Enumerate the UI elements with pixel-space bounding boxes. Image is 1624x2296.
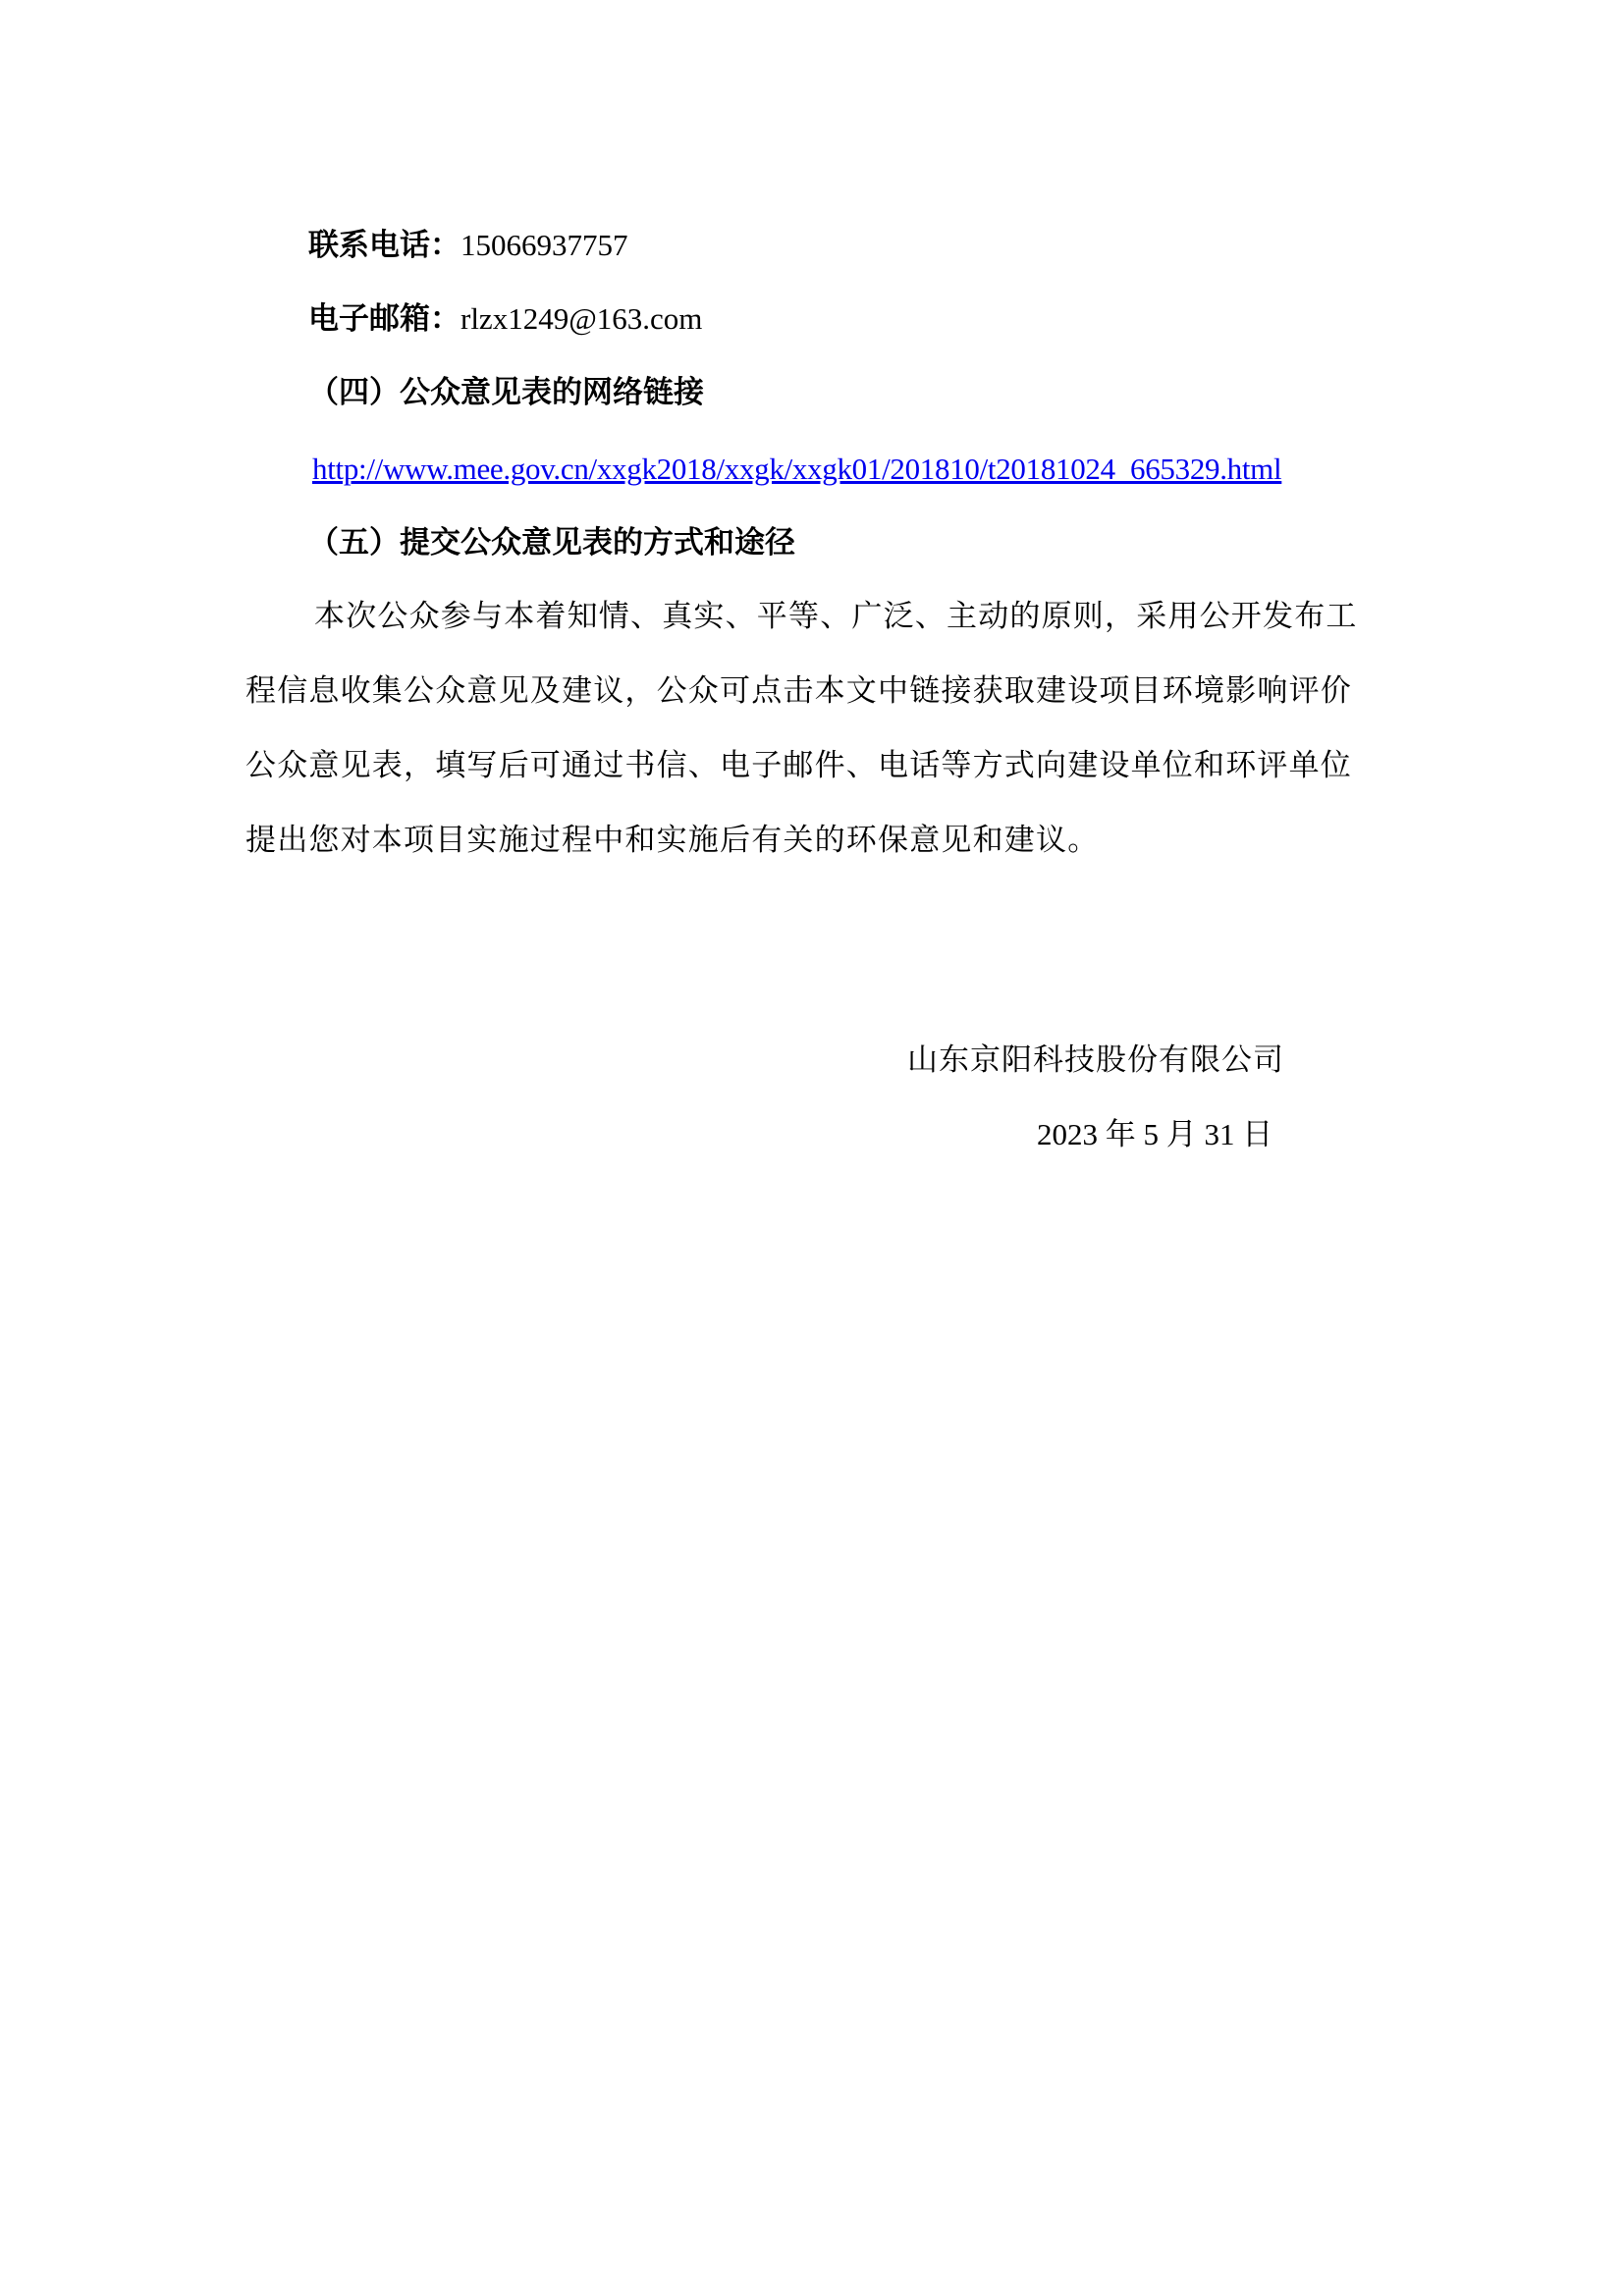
paragraph-line-4: 提出您对本项目实施过程中和实施后有关的环保意见和建议。 [245, 823, 1100, 858]
email-label: 电子邮箱： [308, 301, 460, 337]
paragraph-line-2: 程信息收集公众意见及建议，公众可点击本文中链接获取建设项目环境影响评价 [245, 673, 1352, 709]
phone-label: 联系电话： [308, 228, 460, 263]
paragraph-line-1: 本次公众参与本着知情、真实、平等、广泛、主动的原则，采用公开发布工 [314, 599, 1358, 634]
section4-heading: （四）公众意见表的网络链接 [308, 375, 704, 410]
section5-heading: （五）提交公众意见表的方式和途径 [308, 525, 795, 561]
public-opinion-form-link[interactable]: http://www.mee.gov.cn/xxgk2018/xxgk/xxgk01/201810/t20181024_665329.html [312, 452, 1282, 486]
email-value: rlzx1249@163.com [460, 301, 703, 336]
section4-link-line [312, 450, 1281, 489]
contact-email [308, 299, 702, 339]
phone-value: 15066937757 [460, 228, 628, 262]
contact-phone [308, 226, 628, 265]
signature-date: 2023 年 5 月 31 日 [1037, 1117, 1273, 1151]
paragraph-line-3: 公众意见表，填写后可通过书信、电子邮件、电话等方式向建设单位和环评单位 [245, 748, 1352, 783]
signature-company: 山东京阳科技股份有限公司 [907, 1042, 1284, 1078]
